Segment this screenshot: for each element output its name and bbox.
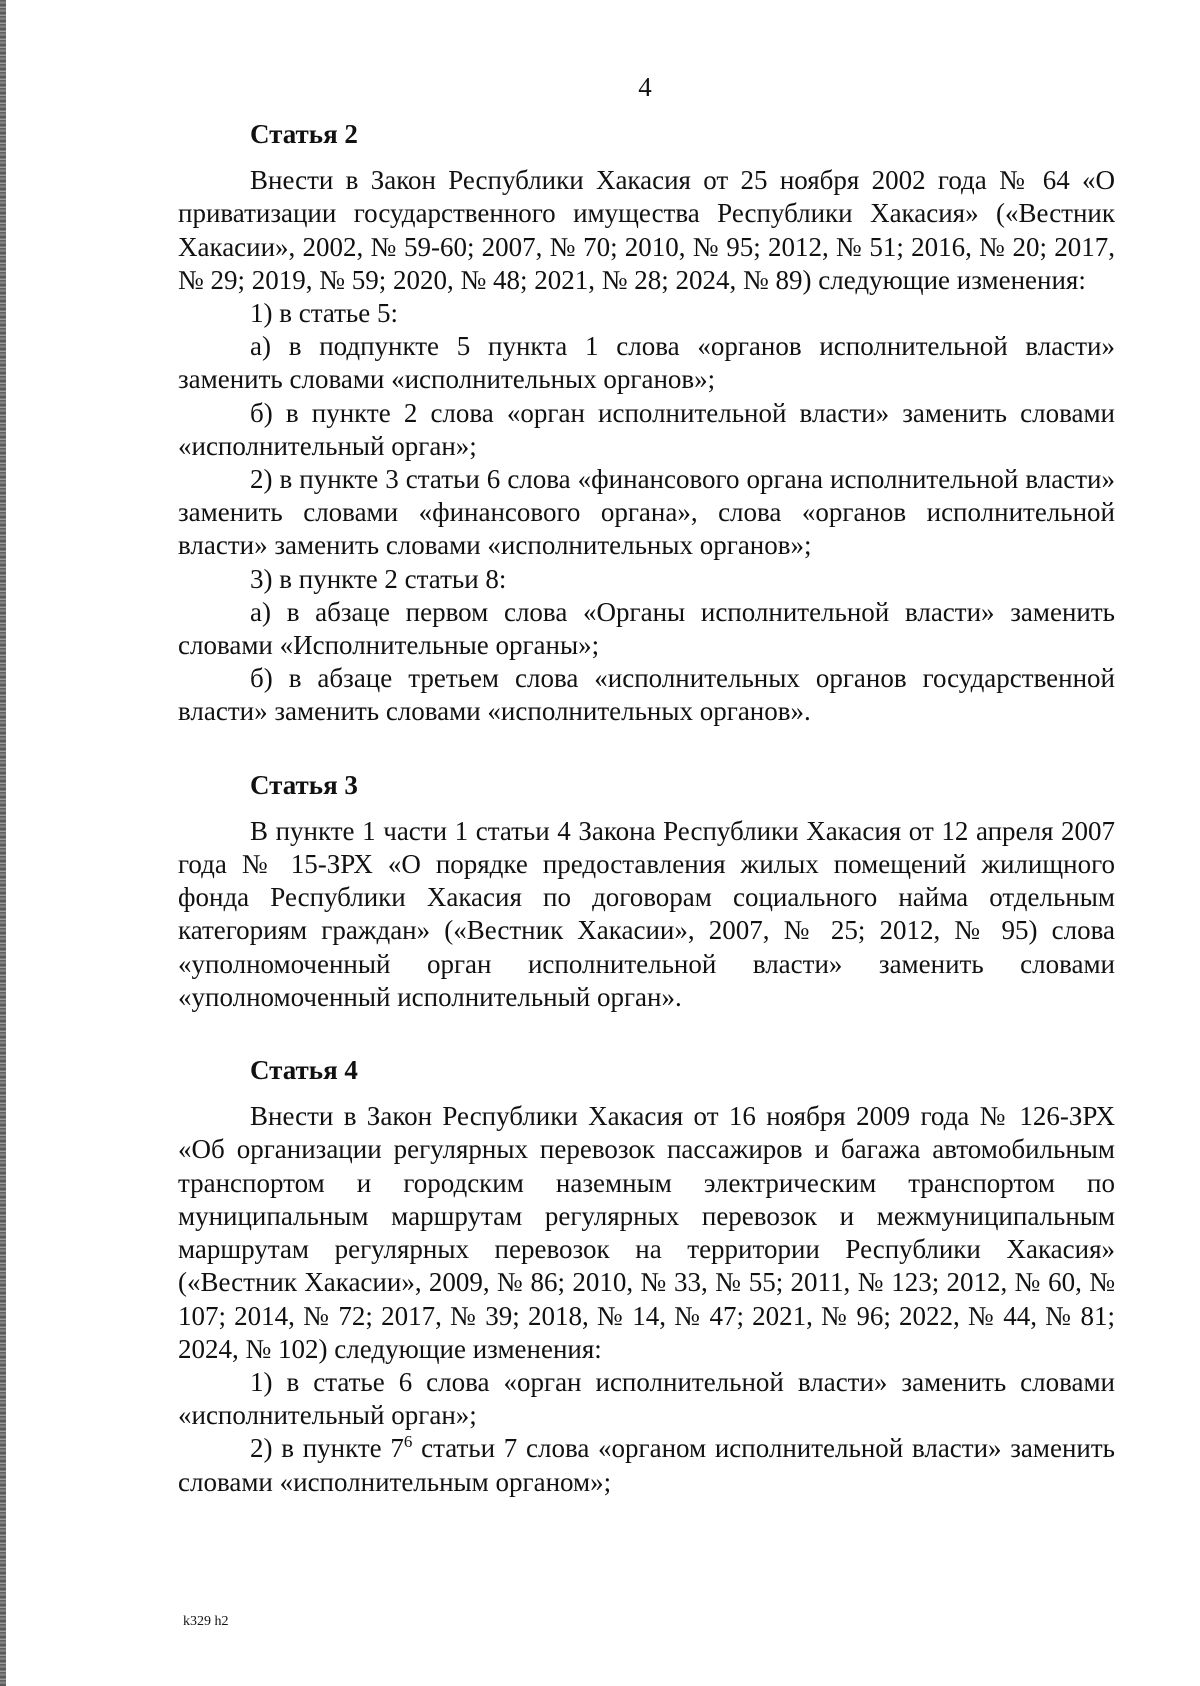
- article-4: [178, 1054, 1115, 1499]
- section-gap: [178, 729, 1115, 769]
- section-gap: [178, 1014, 1115, 1054]
- article-4-item-2-start: 2) в пункте 7: [250, 1433, 404, 1464]
- article-2-item-1a: а) в подпункте 5 пункта 1 слова «органов исполнительной власти» заменить словами «исполнительных органов»;: [178, 331, 1115, 395]
- article-2: [178, 118, 1115, 729]
- article-2-item-3: 3) в пункте 2 статьи 8:: [250, 563, 507, 594]
- article-2-item-2: 2) в пункте 3 статьи 6 слова «финансового органа исполнительной власти» заменить словами «финансового органа», слова «органов исполнительной власти» заменить словами «исполнительных органов»;: [178, 464, 1115, 561]
- article-4-item-1: 1) в статье 6 слова «орган исполнительной власти» заменить словами «исполнительный орган»;: [178, 1366, 1115, 1431]
- article-4-item-2-superscript: 6: [403, 1432, 413, 1452]
- article-2-item-1b: б) в пункте 2 слова «орган исполнительной власти» заменить словами «исполнительный орган»;: [178, 397, 1115, 461]
- article-4-item-2: [178, 1432, 1115, 1498]
- article-3-text: В пункте 1 части 1 статьи 4 Закона Республики Хакасия от 12 апреля 2007 года № 15-ЗРХ «О порядке предоставления жилых помещений жилищного фонда Республики Хакасия по договорам социального найма отдельным категориям граждан» («Вестник Хакасии», 2007, № 25; 2012, № 95) слова «уполномоченный орган исполнительной власти» заменить словами «уполномоченный исполнительный орган».: [178, 815, 1115, 1012]
- article-2-item-3b: б) в абзаце третьем слова «исполнительных органов государственной власти» заменить словами «исполнительных органов».: [178, 663, 1115, 727]
- page-number: 4: [638, 72, 652, 102]
- article-2-item-1: 1) в статье 5:: [250, 298, 398, 329]
- article-4-item-2-end: статьи 7 слова «органом исполнительной власти» заменить словами «исполнительным органом»;: [178, 1433, 1115, 1497]
- article-4-heading: Статья 4: [250, 1055, 358, 1086]
- article-4-intro: Внести в Закон Республики Хакасия от 16 ноября 2009 года № 126-ЗРХ «Об организации регулярных перевозок пассажиров и багажа автомобильным транспортом и городским наземным электрическим транспортом по муниципальным маршрутам регулярных перевозок и межмуниципальным маршрутам регулярных перевозок на территории Республики Хакасия» («Вестник Хакасии», 2009, № 86; 2010, № 33, № 55; 2011, № 123; 2012, № 60, № 107; 2014, № 72; 2017, № 39; 2018, № 14, № 47; 2021, № 96; 2022, № 44, № 81; 2024, № 102) следующие изменения:: [178, 1101, 1115, 1364]
- article-3-heading: Статья 3: [250, 769, 358, 800]
- article-2-heading: Статья 2: [250, 119, 358, 149]
- article-2-item-3a: а) в абзаце первом слова «Органы исполнительной власти» заменить словами «Исполнительные органы»;: [178, 596, 1115, 661]
- article-3: [178, 769, 1115, 1014]
- footer-document-code: k329 h2: [183, 1614, 229, 1629]
- scan-edge-shadow: [0, 0, 6, 1686]
- document-body: [178, 118, 1115, 1499]
- article-2-intro: Внести в Закон Республики Хакасия от 25 ноября 2002 года № 64 «О приватизации государственного имущества Республики Хакасия» («Вестник Хакасии», 2002, № 59-60; 2007, № 70; 2010, № 95; 2012, № 51; 2016, № 20; 2017, № 29; 2019, № 59; 2020, № 48; 2021, № 28; 2024, № 89) следующие изменения:: [178, 165, 1115, 295]
